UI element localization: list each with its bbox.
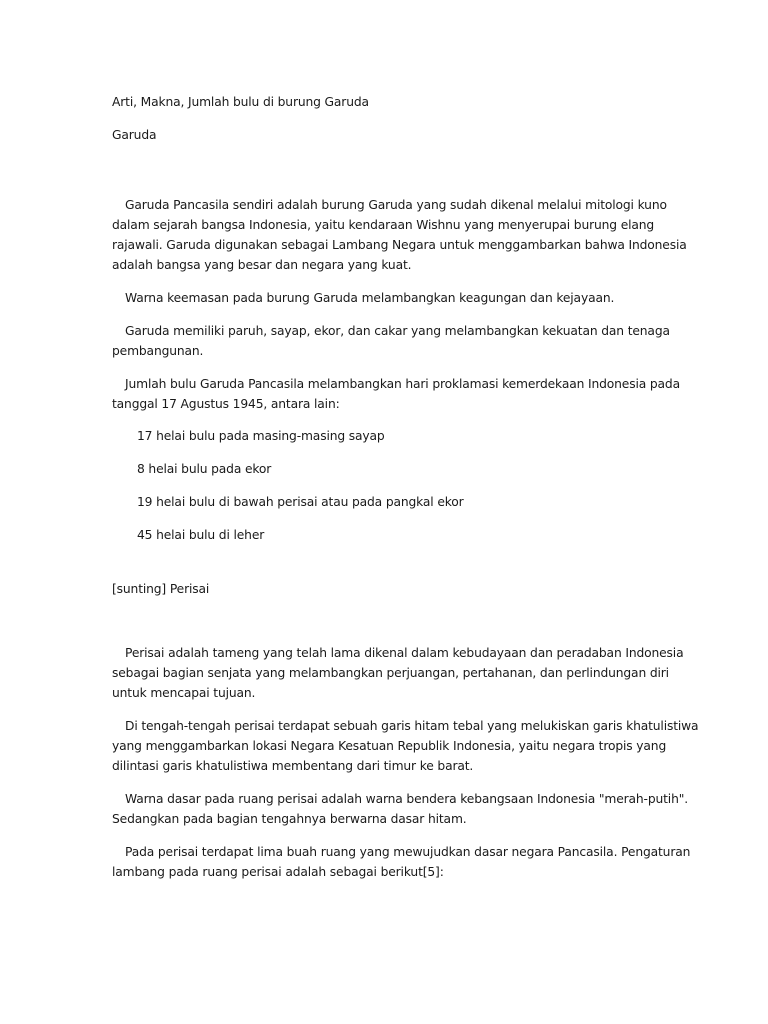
paragraph-line: yang menggambarkan lokasi Negara Kesatuan Republik Indonesia, yaitu negara tropis yang — [112, 739, 667, 753]
paragraph-line: Garuda memiliki paruh, sayap, ekor, dan cakar yang melambangkan kekuatan dan tenaga — [125, 324, 670, 338]
feather-list — [112, 426, 657, 545]
paragraph-line: Pada perisai terdapat lima buah ruang yang mewujudkan dasar negara Pancasila. Pengaturan — [125, 845, 691, 859]
paragraph-line: Warna keemasan pada burung Garuda melambangkan keagungan dan kejayaan. — [125, 291, 615, 305]
paragraph-line: Di tengah-tengah perisai terdapat sebuah garis hitam tebal yang melukiskan garis khatulistiwa — [125, 719, 699, 733]
five-rooms-paragraph — [112, 842, 691, 882]
list-item: 45 helai bulu di leher — [137, 528, 265, 542]
section-heading: [sunting] Perisai — [112, 582, 210, 596]
list-item: 17 helai bulu pada masing-masing sayap — [137, 429, 385, 443]
color-paragraph — [112, 288, 657, 308]
paragraph-line: dalam sejarah bangsa Indonesia, yaitu kendaraan Wishnu yang menyerupai burung elang — [112, 218, 655, 232]
paragraph-line: Sedangkan pada bagian tengahnya berwarna dasar hitam. — [112, 812, 467, 826]
shield-paragraph — [112, 643, 684, 703]
feathers-paragraph — [112, 374, 680, 414]
document-page — [112, 92, 699, 882]
list-item: 8 helai bulu pada ekor — [137, 462, 272, 476]
paragraph-line: Warna dasar pada ruang perisai adalah warna bendera kebangsaan Indonesia "merah-putih". — [125, 792, 688, 806]
paragraph-line: tanggal 17 Agustus 1945, antara lain: — [112, 397, 340, 411]
paragraph-line: sebagai bagian senjata yang melambangkan perjuangan, pertahanan, dan perlindungan diri — [112, 666, 669, 680]
document-subtitle: Garuda — [112, 128, 157, 142]
equator-paragraph — [112, 716, 699, 776]
paragraph-line: Jumlah bulu Garuda Pancasila melambangkan hari proklamasi kemerdekaan Indonesia pada — [125, 377, 680, 391]
paragraph-line: Perisai adalah tameng yang telah lama dikenal dalam kebudayaan dan peradaban Indonesia — [125, 646, 684, 660]
paragraph-line: pembangunan. — [112, 344, 204, 358]
paragraph-line: dilintasi garis khatulistiwa membentang dari timur ke barat. — [112, 759, 474, 773]
paragraph-line: untuk mencapai tujuan. — [112, 686, 256, 700]
intro-paragraph — [112, 195, 687, 275]
list-item: 19 helai bulu di bawah perisai atau pada pangkal ekor — [137, 495, 464, 509]
parts-paragraph — [112, 321, 670, 361]
paragraph-line: lambang pada ruang perisai adalah sebagai berikut[5]: — [112, 865, 444, 879]
paragraph-line: Garuda Pancasila sendiri adalah burung Garuda yang sudah dikenal melalui mitologi kuno — [125, 198, 667, 212]
paragraph-line: adalah bangsa yang besar dan negara yang kuat. — [112, 258, 412, 272]
base-color-paragraph — [112, 789, 688, 829]
document-title: Arti, Makna, Jumlah bulu di burung Garuda — [112, 95, 369, 109]
paragraph-line: rajawali. Garuda digunakan sebagai Lambang Negara untuk menggambarkan bahwa Indonesia — [112, 238, 687, 252]
